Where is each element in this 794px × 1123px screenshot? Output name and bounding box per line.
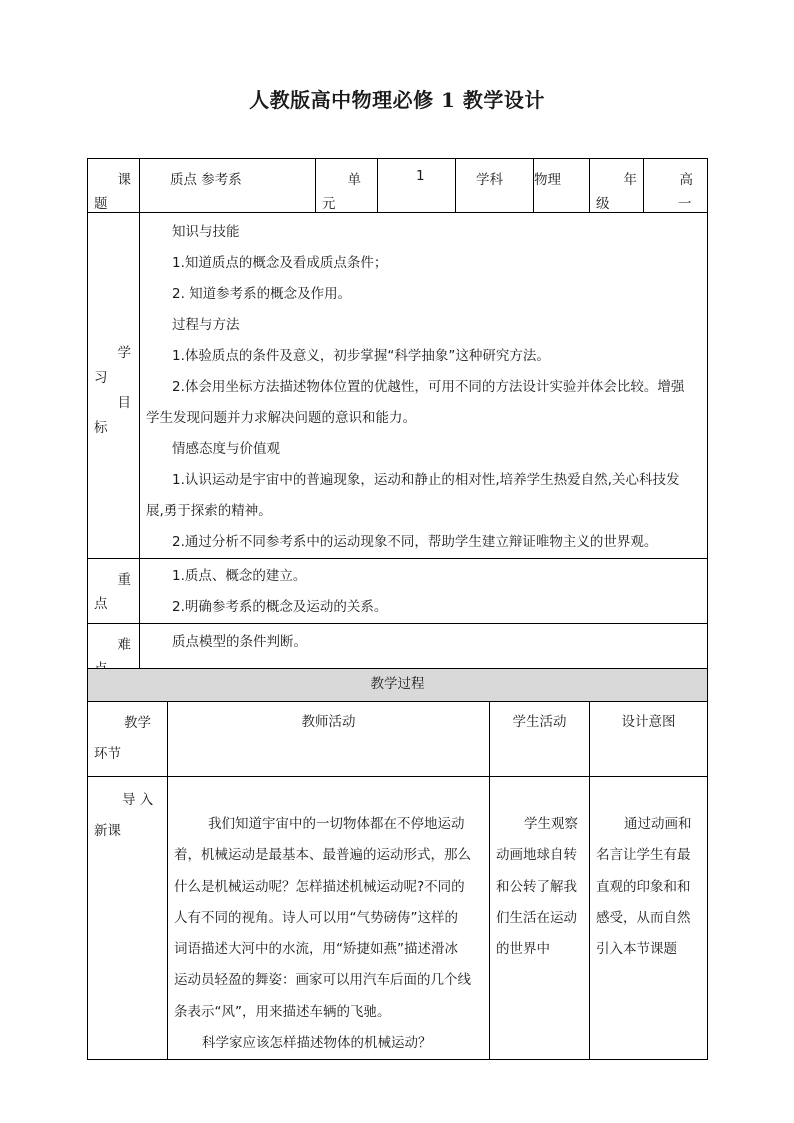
teacher-column-header: 教师活动	[168, 702, 490, 777]
design-line: 名言让学生有最	[596, 847, 691, 864]
process-heading: 教学过程	[88, 669, 708, 702]
topic-label: 课 题	[88, 159, 140, 213]
teacher-line: 词语描述大河中的水流，用“矫捷如燕”描述滑冰	[174, 941, 458, 958]
objective-line: 2.通过分析不同参考系中的运动现象不同，帮助学生建立辩证唯物主义的世界观。	[172, 534, 658, 550]
design-line: 引入本节课题	[596, 941, 677, 958]
objective-line: 展,勇于探索的精神。	[146, 503, 272, 519]
teacher-line: 我们知道宇宙中的一切物体都在不停地运动	[208, 816, 465, 832]
student-line: 学生观察	[524, 816, 578, 832]
difficult-content: 质点模型的条件判断。	[140, 624, 708, 675]
objective-line: 过程与方法	[172, 317, 240, 333]
key-point-line: 1.质点、概念的建立。	[172, 568, 307, 584]
student-activity	[490, 777, 590, 1060]
objectives-label: 学 习 目 标	[88, 213, 140, 559]
student-line: 的世界中	[496, 941, 550, 958]
objective-line: 知识与技能	[172, 224, 240, 240]
objective-line: 1.体验质点的条件及意义，初步掌握“科学抽象”这种研究方法。	[172, 348, 550, 364]
key-points-label: 重 点	[88, 559, 140, 624]
objective-line: 学生发现问题并力求解决问题的意识和能力。	[146, 410, 416, 426]
unit-value: 1	[378, 159, 456, 213]
grade-label: 年 级	[590, 159, 644, 213]
teacher-line: 着，机械运动是最基本、最普遍的运动形式，那么	[174, 847, 471, 864]
objective-line: 情感态度与价值观	[172, 441, 280, 457]
difficult-label: 难	[88, 624, 140, 675]
teacher-line: 科学家应该怎样描述物体的机械运动？	[202, 1035, 432, 1052]
student-line: 和公转了解我	[496, 878, 577, 895]
student-line: 动画地球自转	[496, 847, 577, 864]
design-intent	[590, 777, 708, 1060]
teacher-line: 运动员轻盈的舞姿：画家可以用汽车后面的几个线	[174, 972, 471, 989]
grade-value: 高 一	[644, 159, 708, 213]
objective-line: 1.知道质点的概念及看成质点条件；	[172, 255, 388, 271]
student-line: 们生活在运动	[496, 909, 577, 926]
objective-line: 2.体会用坐标方法描述物体位置的优越性，可用不同的方法设计实验并体会比较。增强	[172, 379, 685, 395]
teacher-line: 什么是机械运动呢？怎样描述机械运动呢?不同的	[174, 878, 465, 895]
objective-line: 1.认识运动是宇宙中的普遍现象，运动和静止的相对性,培养学生热爱自然,关心科技发	[172, 472, 680, 488]
objective-line: 2. 知道参考系的概念及作用。	[172, 286, 352, 302]
lesson-info-table	[87, 158, 708, 675]
design-line: 直观的印象和和	[596, 878, 691, 895]
subject-label: 学科	[456, 159, 534, 213]
design-column-header: 设计意图	[590, 702, 708, 777]
stage-cell: 导 入 新课	[88, 777, 168, 1060]
page-title: 人教版高中物理必修 1 教学设计	[249, 88, 545, 112]
key-points-content	[140, 559, 708, 624]
teacher-line: 人有不同的视角。诗人可以用“气势磅俦”这样的	[174, 909, 458, 926]
process-table	[87, 668, 708, 1060]
subject-value: 物理	[534, 159, 590, 213]
student-column-header: 学生活动	[490, 702, 590, 777]
teacher-activity	[168, 777, 490, 1060]
design-line: 感受，从而自然	[596, 909, 691, 926]
teacher-line: 条表示“风”，用来描述车辆的飞驰。	[174, 1003, 391, 1020]
key-point-line: 2.明确参考系的概念及运动的关系。	[172, 599, 388, 615]
design-line: 通过动画和	[624, 816, 692, 832]
stage-column-header: 教学 环节	[88, 702, 168, 777]
topic-value: 质点 参考系	[140, 159, 316, 213]
unit-label: 单 元	[316, 159, 378, 213]
objectives-content	[140, 213, 708, 559]
